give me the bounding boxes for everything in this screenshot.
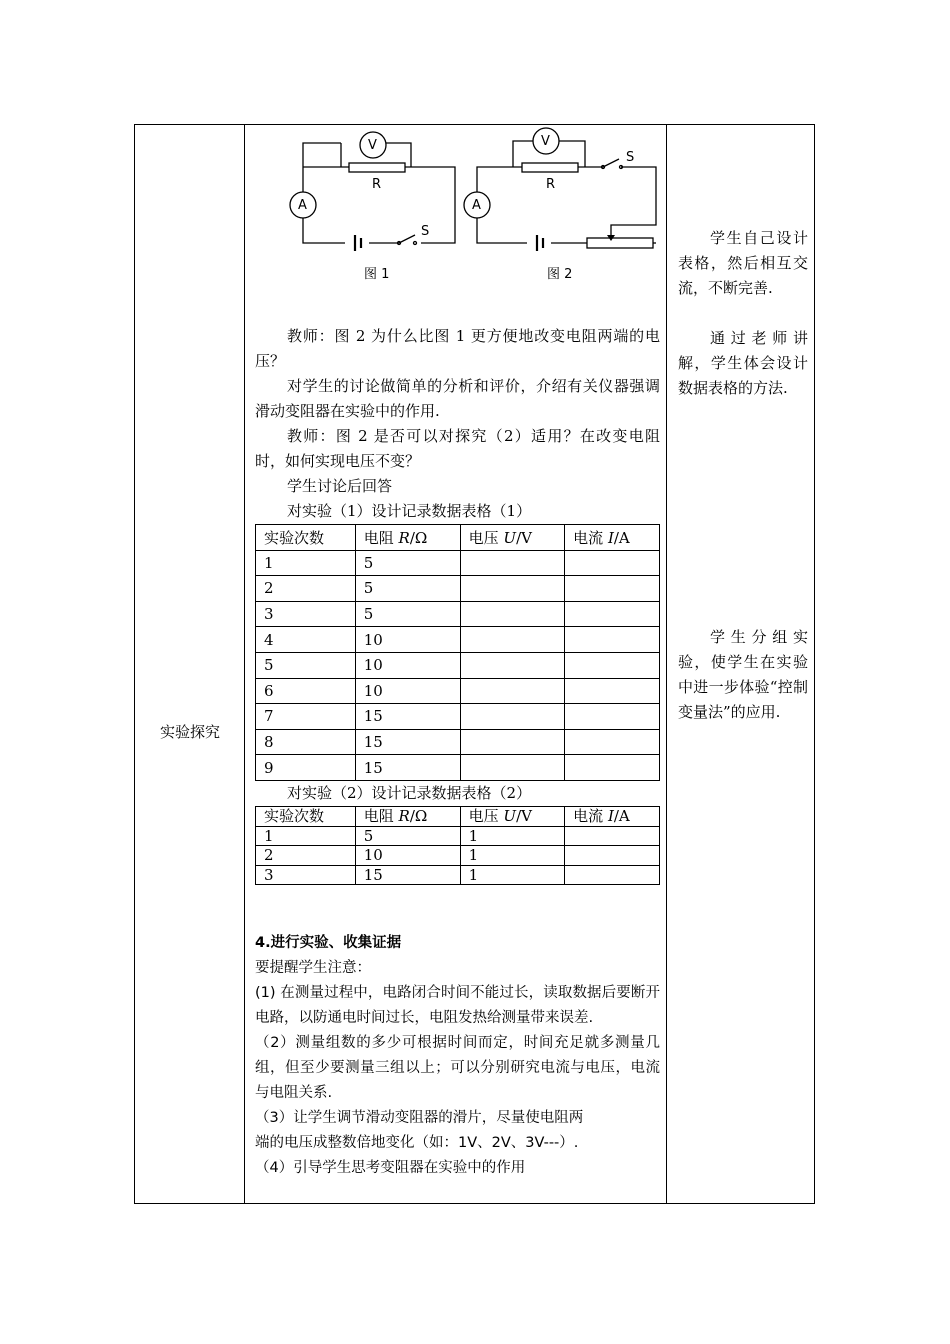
cell: 1 (460, 826, 565, 846)
cell: 5 (256, 652, 356, 678)
table-row (256, 576, 660, 602)
header-cell: 电流 I/A (565, 806, 660, 826)
table-row (256, 755, 660, 781)
cell: 5 (355, 576, 460, 602)
table-row (256, 846, 660, 866)
resistor-label-1: R (372, 177, 382, 192)
cell (565, 550, 660, 576)
right-note-1-text: 学生自己设计表格，然后相互交流，不断完善. (678, 229, 808, 297)
column-divider-right (666, 125, 667, 1203)
student-answer: 学生讨论后回答 (287, 477, 393, 495)
cell (565, 704, 660, 730)
cell (460, 704, 565, 730)
data-table-1 (255, 524, 660, 781)
table-row (256, 601, 660, 627)
cell (460, 729, 565, 755)
cell (565, 865, 660, 885)
header-cell: 实验次数 (256, 525, 356, 551)
cell (460, 755, 565, 781)
teacher-question-2: 教师：图 2 是否可以对探究（2）适用？在改变电阻时，如何实现电压不变？ (255, 427, 660, 470)
cell: 5 (355, 826, 460, 846)
right-note-2 (678, 326, 808, 401)
cell (565, 846, 660, 866)
cell (565, 627, 660, 653)
lesson-table (134, 124, 815, 1204)
header-cell: 电阻 R/Ω (355, 525, 460, 551)
table-row (256, 652, 660, 678)
step-4-note-3a: （3）让学生调节滑动变阻器的滑片，尽量使电阻两 (255, 1110, 584, 1126)
ammeter-label-1: A (298, 198, 307, 213)
header-cell: 实验次数 (256, 806, 356, 826)
cell (565, 755, 660, 781)
cell (460, 576, 565, 602)
cell: 3 (256, 865, 356, 885)
cell (460, 678, 565, 704)
cell (565, 601, 660, 627)
header-cell: 电阻 R/Ω (355, 806, 460, 826)
cell (460, 550, 565, 576)
cell: 15 (355, 755, 460, 781)
cell: 8 (256, 729, 356, 755)
table-row (256, 678, 660, 704)
cell: 4 (256, 627, 356, 653)
cell (565, 678, 660, 704)
data-table-2 (255, 806, 660, 885)
step-4-note-3b: 端的电压成整数倍地变化（如：1V、2V、3V---）. (255, 1135, 579, 1151)
cell: 15 (355, 729, 460, 755)
cell: 9 (256, 755, 356, 781)
table-row (256, 826, 660, 846)
table-2-caption: 对实验（2）设计记录数据表格（2） (287, 783, 532, 802)
cell: 1 (460, 846, 565, 866)
cell: 6 (256, 678, 356, 704)
resistor-label-2: R (546, 177, 556, 192)
cell (565, 652, 660, 678)
cell (565, 826, 660, 846)
cell: 2 (256, 846, 356, 866)
right-note-3 (678, 625, 808, 725)
cell (460, 601, 565, 627)
cell (565, 729, 660, 755)
circuit-figures (275, 125, 665, 285)
header-cell: 电流 I/A (565, 525, 660, 551)
cell: 10 (355, 678, 460, 704)
cell: 7 (256, 704, 356, 730)
cell (565, 576, 660, 602)
step-4-note-4: （4）引导学生思考变阻器在实验中的作用 (255, 1160, 526, 1176)
cell (460, 627, 565, 653)
step-4-heading: 4.进行实验、收集证据 (255, 935, 402, 951)
discussion-block (255, 324, 660, 885)
voltmeter-label-2: V (541, 134, 550, 149)
switch-label-2: S (626, 150, 635, 165)
table-row (256, 865, 660, 885)
table-row (256, 550, 660, 576)
header-cell: 电压 U/V (460, 806, 565, 826)
ammeter-label-2: A (472, 198, 481, 213)
cell: 15 (355, 865, 460, 885)
cell: 15 (355, 704, 460, 730)
right-note-1 (678, 226, 808, 301)
cell: 10 (355, 627, 460, 653)
cell: 5 (355, 601, 460, 627)
figure-1-caption: 图 1 (364, 267, 390, 282)
right-note-2-text: 通过老师讲解，学生体会设计数据表格的方法. (678, 329, 808, 397)
table-1-header (256, 525, 660, 551)
cell: 3 (256, 601, 356, 627)
cell: 10 (355, 846, 460, 866)
table-row (256, 627, 660, 653)
column-divider-left (244, 125, 245, 1203)
step-4-intro: 要提醒学生注意： (255, 960, 371, 976)
voltmeter-label-1: V (368, 138, 377, 153)
table-row (256, 704, 660, 730)
cell: 1 (256, 826, 356, 846)
table-1-caption: 对实验（1）设计记录数据表格（1） (287, 502, 532, 520)
switch-label-1: S (421, 224, 430, 239)
right-note-3-text: 学生分组实验，使学生在实验中进一步体验“控制变量法”的应用. (678, 628, 808, 721)
teacher-analysis: 对学生的讨论做简单的分析和评价，介绍有关仪器强调滑动变阻器在实验中的作用. (255, 377, 660, 420)
circuit-diagrams (275, 125, 665, 285)
cell: 1 (460, 865, 565, 885)
cell: 2 (256, 576, 356, 602)
step-4-note-1: (1) 在测量过程中，电路闭合时间不能过长，读取数据后要断开电路，以防通电时间过长，电阻发热给测量带来误差. (255, 985, 660, 1026)
step-4-note-2: （2）测量组数的多少可根据时间而定，时间充足就多测量几组，但至少要测量三组以上；可以分别研究电流与电压，电流与电阻关系. (255, 1035, 660, 1101)
cell: 10 (355, 652, 460, 678)
table-row (256, 729, 660, 755)
step-4-block (255, 931, 660, 1181)
teacher-question-1: 教师：图 2 为什么比图 1 更方便地改变电阻两端的电压？ (255, 327, 660, 370)
figure-2-caption: 图 2 (547, 267, 573, 282)
cell: 1 (256, 550, 356, 576)
table-2-header (256, 806, 660, 826)
section-label: 实验探究 (159, 723, 220, 741)
cell: 5 (355, 550, 460, 576)
header-cell: 电压 U/V (460, 525, 565, 551)
cell (460, 652, 565, 678)
